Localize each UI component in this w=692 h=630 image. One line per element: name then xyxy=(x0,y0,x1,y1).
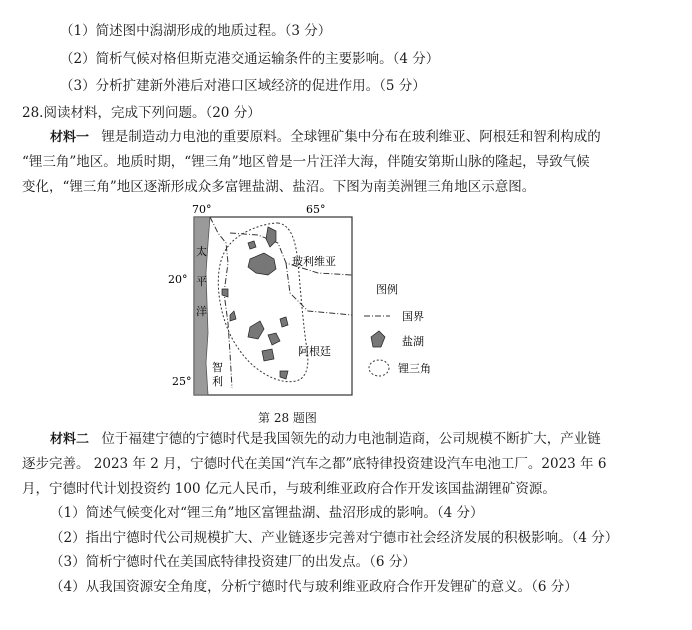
legend-saltlake-symbol xyxy=(371,331,385,347)
material2-label: 材料二 xyxy=(50,432,90,447)
legend-border-label: 国界 xyxy=(402,310,424,323)
material2-text1: 位于福建宁德的宁德时代是我国领先的动力电池制造商，公司规模不断扩大，产业链 xyxy=(101,431,601,447)
lithium-triangle-map xyxy=(168,203,458,415)
sub-question-4: （4）从我国资源安全角度，分析宁德时代与玻利维亚政府合作开发锂矿的意义。（6 分） xyxy=(50,579,578,595)
material1-label: 材料一 xyxy=(50,130,90,145)
salt-lake-8 xyxy=(262,349,274,361)
sub-question-2: （2）指出宁德时代公司规模扩大、产业链逐步完善对宁德市社会经济发展的积极影响。（4 分） xyxy=(50,530,619,546)
map-legend xyxy=(364,282,431,376)
material2-line3: 月，宁德时代计划投资约 100 亿元人民币，与玻利维亚政府合作开发该国盐湖锂矿资源。 xyxy=(22,481,556,497)
ocean-char-1: 太 xyxy=(196,245,207,258)
label-bolivia: 玻利维亚 xyxy=(292,255,336,268)
material1-line3: 变化，“锂三角”地区逐渐形成众多富锂盐湖、盐沼。下图为南美洲锂三角地区示意图。 xyxy=(22,179,536,195)
lon-label-65: 65° xyxy=(306,203,326,216)
prev-question-3: （3）分析扩建新外港后对港口区域经济的促进作用。（5 分） xyxy=(60,78,426,94)
sub-question-1: （1）简述气候变化对“锂三角”地区富锂盐湖、盐沼形成的影响。（4 分） xyxy=(50,505,484,521)
material1-line1 xyxy=(50,128,601,147)
material1-line2: “锂三角”地区。地质时期，“锂三角”地区曾是一片汪洋大海，伴随安第斯山脉的隆起，导致气候 xyxy=(22,154,590,170)
ocean-char-3: 洋 xyxy=(196,305,207,318)
ocean-char-2: 平 xyxy=(196,275,207,288)
legend-triangle-symbol xyxy=(369,360,389,376)
material2-line2: 逐步完善。 2023 年 2 月，宁德时代在美国“汽车之都”底特律投资建设汽车电池工厂。2023 年 6 xyxy=(22,456,607,472)
label-chile-1: 智 xyxy=(212,361,223,374)
map-figure xyxy=(168,203,458,415)
prev-question-1: （1）简述图中潟湖形成的地质过程。（3 分） xyxy=(60,23,332,39)
legend-title: 图例 xyxy=(376,283,398,296)
label-chile-2: 利 xyxy=(212,375,223,388)
map-caption: 第 28 题图 xyxy=(258,411,317,425)
lat-label-25: 25° xyxy=(172,375,192,388)
prev-question-2: （2）简析气候对格但斯克港交通运输条件的主要影响。（4 分） xyxy=(60,51,440,67)
question-28-heading: 28.阅读材料，完成下列问题。（20 分） xyxy=(22,105,261,121)
lon-label-70: 70° xyxy=(192,203,212,216)
legend-triangle-label: 锂三角 xyxy=(398,362,431,375)
material1-text1: 锂是制造动力电池的重要原料。全球锂矿集中分布在玻利维亚、阿根廷和智利构成的 xyxy=(101,129,601,145)
legend-saltlake-label: 盐湖 xyxy=(402,335,424,348)
lat-label-20: 20° xyxy=(168,273,188,286)
sub-question-3: （3）简析宁德时代在美国底特律投资建厂的出发点。（6 分） xyxy=(50,554,416,570)
material2-line1 xyxy=(50,430,601,449)
label-argentina: 阿根廷 xyxy=(298,345,331,358)
